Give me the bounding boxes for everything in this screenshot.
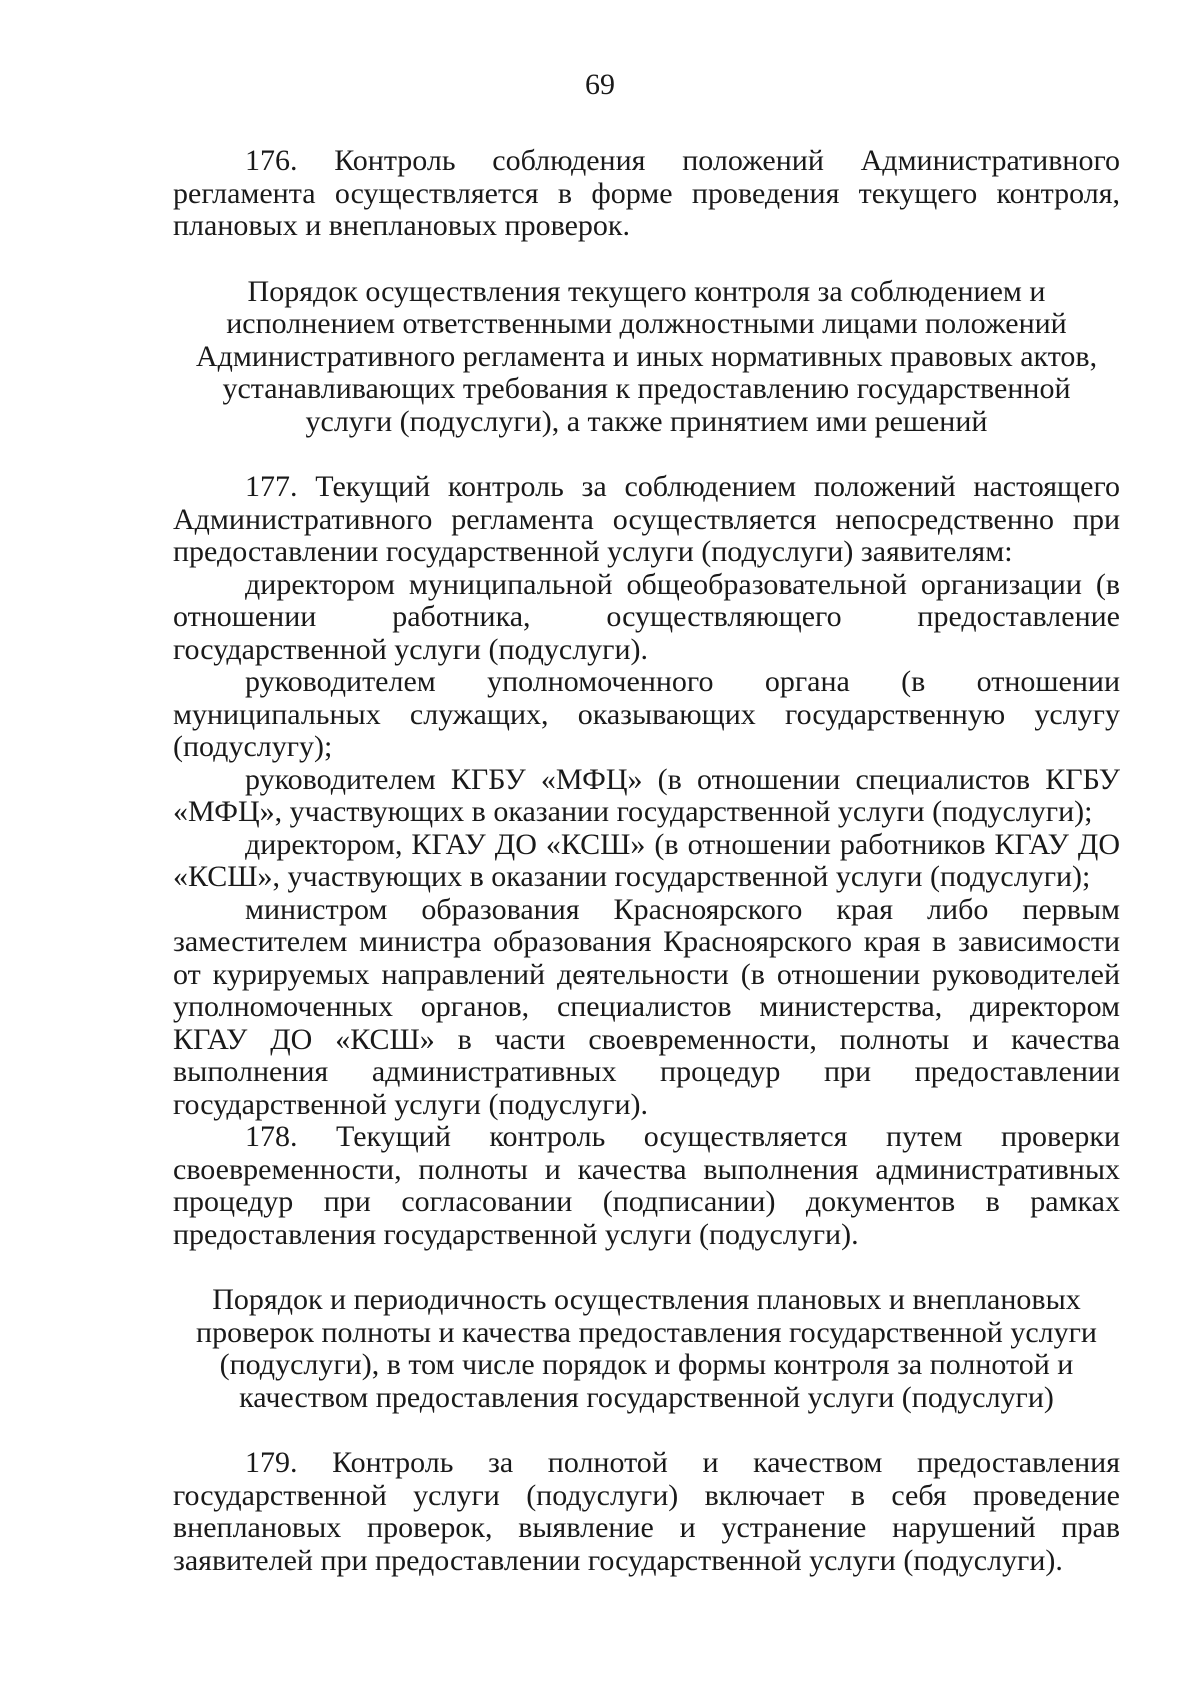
paragraph-179: 179. Контроль за полнотой и качеством предоставления государственной услуги (подуслуги) включает в себя проведение внеплановых проверок, выявление и устранение нарушений прав заявителей при предоставлении государственной услуги (подуслуги).: [173, 1446, 1120, 1577]
list-item-ksh: директором, КГАУ ДО «КСШ» (в отношении работников КГАУ ДО «КСШ», участвующих в оказании государственной услуги (подуслуги);: [173, 827, 1120, 893]
document-body: [173, 145, 1120, 1577]
page-number: 69: [585, 68, 615, 101]
section-heading-current-control: Порядок осуществления текущего контроля за соблюдением и исполнением ответственными должностными лицами положений Административного регламента и иных нормативных правовых актов, устанавливающих требования к предоставлению государственной услуги (подуслуги), а также принятием ими решений: [195, 274, 1098, 438]
paragraph-178: 178. Текущий контроль осуществляется путем проверки своевременности, полноты и качества выполнения административных процедур при согласовании (подписании) документов в рамках предоставления государственной услуги (подуслуги).: [173, 1120, 1120, 1251]
list-item-minister: министром образования Красноярского края либо первым заместителем министра образования Красноярского края в зависимости от курируемых направлений деятельности (в отношении руководителей уполномоченных органов, специалистов министерства, директором КГАУ ДО «КСШ» в части своевременности, полноты и качества выполнения административных процедур при предоставлении государственной услуги (подуслуги).: [173, 892, 1120, 1121]
paragraph-177: 177. Текущий контроль за соблюдением положений настоящего Административного регламента осуществляется непосредственно при предоставлении государственной услуги (подуслуги) заявителям:: [173, 470, 1120, 568]
section-heading-inspections: Порядок и периодичность осуществления плановых и внеплановых проверок полноты и качества предоставления государственной услуги (подуслуги), в том числе порядок и формы контроля за полнотой и качеством предоставления государственной услуги (подуслуги): [196, 1283, 1097, 1414]
list-item-director: директором муниципальной общеобразовательной организации (в отношении работника, осуществляющего предоставление государственной услуги (подуслуги).: [173, 567, 1120, 666]
list-item-authorized-body: руководителем уполномоченного органа (в отношении муниципальных служащих, оказывающих государственную услугу (подуслугу);: [173, 665, 1120, 763]
list-item-mfc: руководителем КГБУ «МФЦ» (в отношении специалистов КГБУ «МФЦ», участвующих в оказании государственной услуги (подуслуги);: [173, 762, 1120, 828]
paragraph-176: 176. Контроль соблюдения положений Административного регламента осуществляется в форме проведения текущего контроля, плановых и внеплановых проверок.: [173, 144, 1120, 242]
